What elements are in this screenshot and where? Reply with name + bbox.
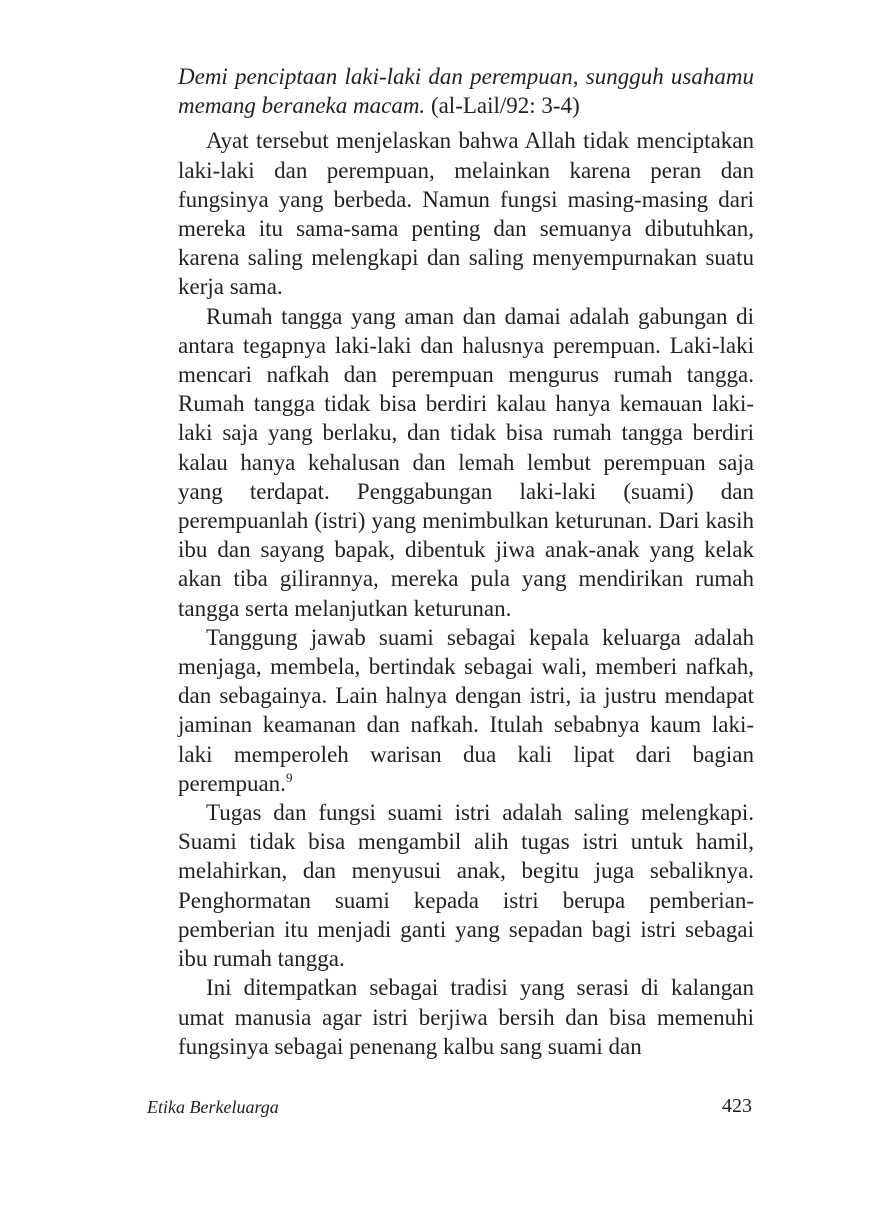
paragraph: Rumah tangga yang aman dan damai adalah gabungan di antara tegapnya laki-laki dan halusnya perempuan. Laki-laki mencari nafkah dan perempuan mengurus rumah tangga. Rumah tangga tidak bisa berdiri kalau hanya kemauan laki-laki saja yang berlaku, dan tidak bisa rumah tangga berdiri kalau hanya kehalusan dan lemah lembut perempuan saja yang terdapat. Penggabungan laki-laki (suami) dan perempuanlah (istri) yang menimbulkan keturunan. Dari kasih ibu dan sayang bapak, dibentuk jiwa anak-anak yang kelak akan tiba gilirannya, mereka pula yang mendirikan rumah tangga serta melanjutkan keturunan. (178, 303, 754, 621)
footnote-reference[interactable]: 9 (285, 769, 293, 785)
running-footer-title: Etika Berkeluarga (147, 1097, 279, 1117)
quran-verse-translation (178, 62, 754, 120)
paragraph (178, 623, 754, 798)
paragraph: Ayat tersebut menjelaskan bahwa Allah tidak menciptakan laki-laki dan perempuan, melainkan karena peran dan fungsinya yang berbeda. Namun fungsi masing-masing dari mereka itu sama-sama penting dan semuanya dibutuhkan, karena saling melengkapi dan saling menyempurnakan suatu kerja sama. (178, 128, 754, 300)
paragraph: Ini ditempatkan sebagai tradisi yang serasi di kalangan umat manusia agar istri berjiwa bersih dan bisa memenuhi fungsinya sebagai penenang kalbu sang suami dan (178, 975, 754, 1059)
verse-citation: (al-Lail/92: 3-4) (425, 93, 580, 119)
paragraph-text: Tanggung jawab suami sebagai kepala keluarga adalah menjaga, membela, bertindak sebagai wali, memberi nafkah, dan sebagainya. Lain halnya dengan istri, ia justru mendapat jaminan keamanan dan nafkah. Itulah sebabnya kaum laki-laki memperoleh warisan dua kali lipat dari bagian perempuan. (178, 624, 754, 796)
page-number: 423 (722, 1095, 752, 1117)
body-text (178, 62, 754, 1061)
paragraph: Tugas dan fungsi suami istri adalah saling melengkapi. Suami tidak bisa mengambil alih tugas istri untuk hamil, melahirkan, dan menyusui anak, begitu juga sebaliknya. Penghormatan suami kepada istri berupa pemberian-pemberian itu menjadi ganti yang sepadan bagi istri sebagai ibu rumah tangga. (178, 800, 754, 972)
verse-text: Demi penciptaan laki-laki dan perempuan, sungguh usahamu memang beraneka macam. (178, 64, 754, 119)
